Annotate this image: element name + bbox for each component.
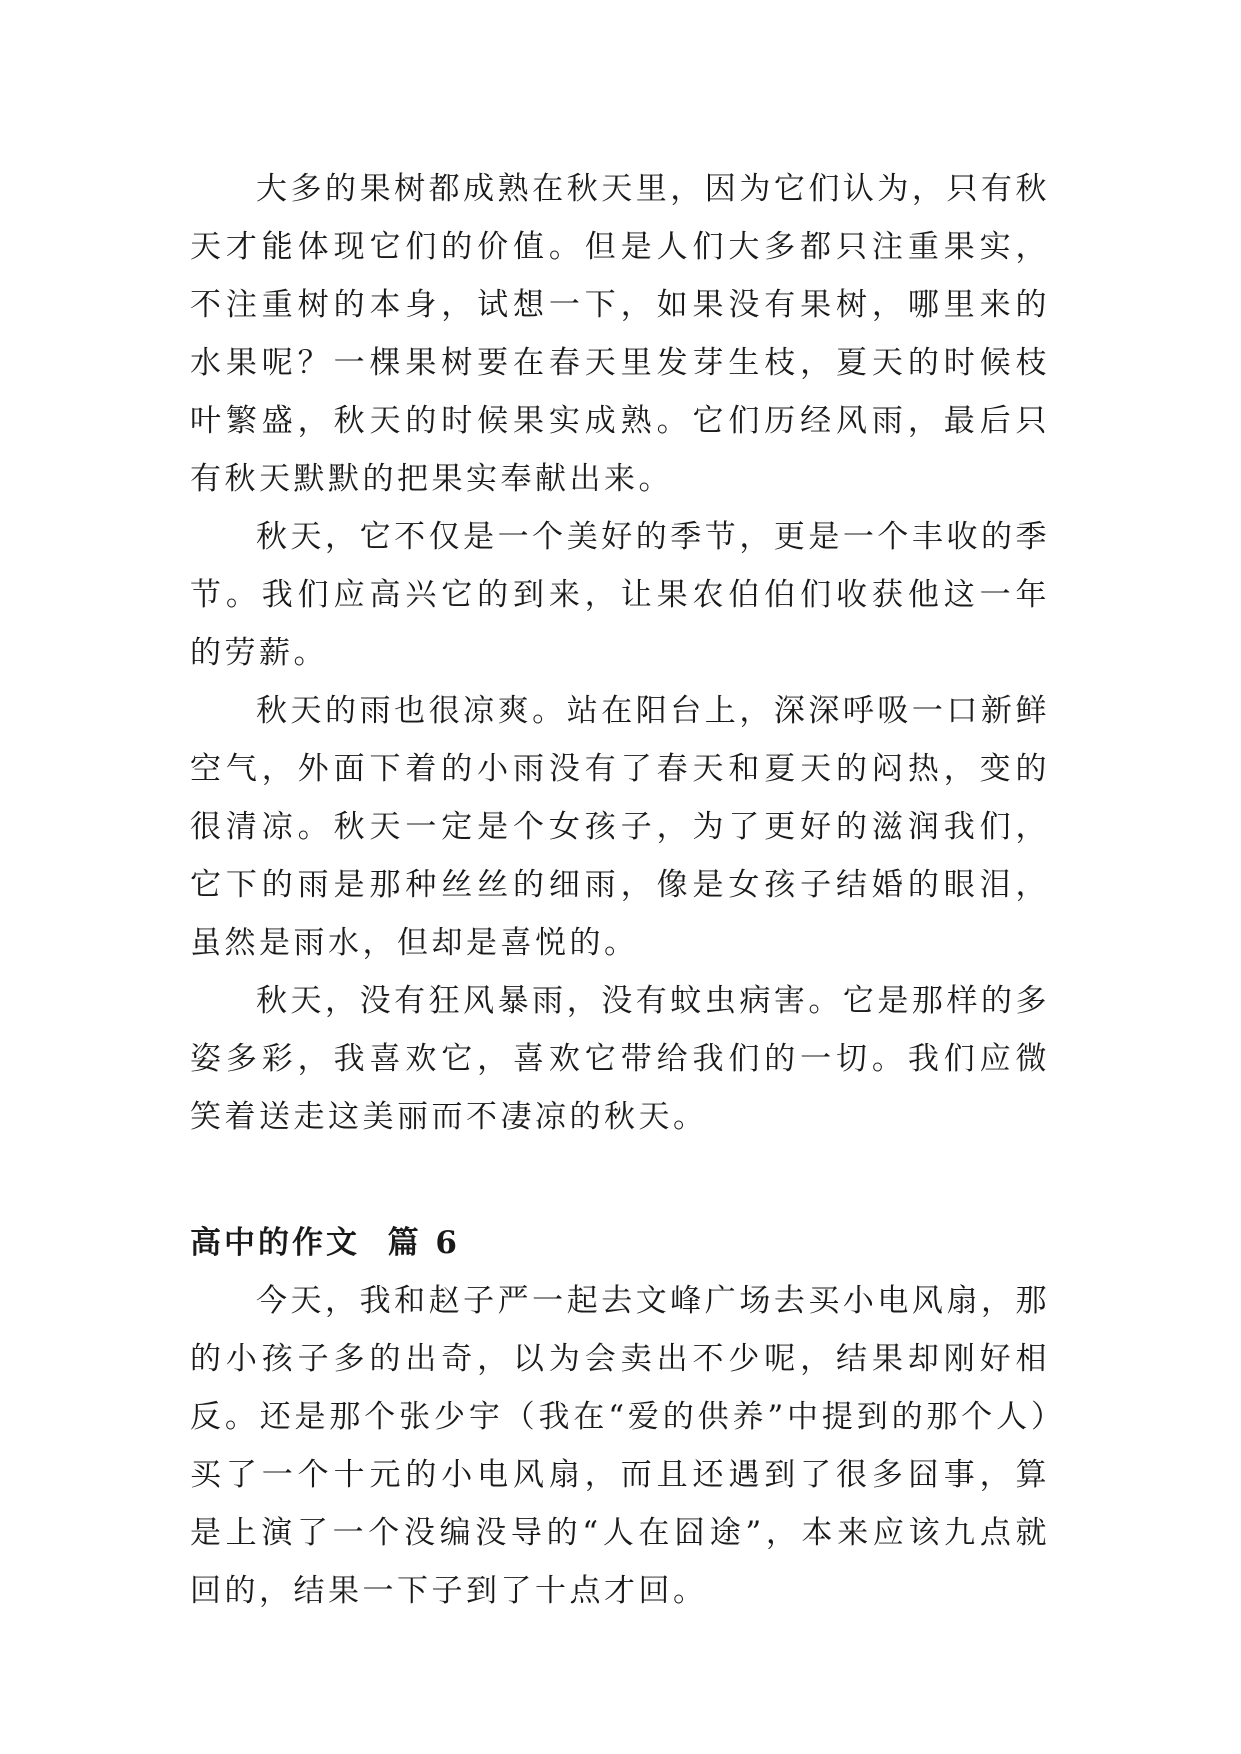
paragraph-autumn-closing: 秋天，没有狂风暴雨，没有蚊虫病害。它是那样的多姿多彩，我喜欢它，喜欢它带给我们的一切。我们应微笑着送走这美丽而不凄凉的秋天。 xyxy=(190,983,1050,1135)
section-heading: 高中的作文 篇 6 xyxy=(190,1225,460,1261)
paragraph-fan-shopping: 今天，我和赵子严一起去文峰广场去买小电风扇，那的小孩子多的出奇，以为会卖出不少呢，结果却刚好相反。还是那个张少宇（我在“爱的供养”中提到的那个人）买了一个十元的小电风扇，而且还遇到了很多囧事，算是上演了一个没编没导的“人在囧途”，本来应该九点就回的，结果一下子到了十点才回。 xyxy=(190,1283,1050,1609)
paragraph-fruit-trees: 大多的果树都成熟在秋天里，因为它们认为，只有秋天才能体现它们的价值。但是人们大多都只注重果实，不注重树的本身，试想一下，如果没有果树，哪里来的水果呢？一棵果树要在春天里发芽生枝，夏天的时候枝叶繁盛，秋天的时候果实成熟。它们历经风雨，最后只有秋天默默的把果实奉献出来。 xyxy=(190,171,1050,497)
paragraph-autumn-rain: 秋天的雨也很凉爽。站在阳台上，深深呼吸一口新鲜空气，外面下着的小雨没有了春天和夏天的闷热，变的很清凉。秋天一定是个女孩子，为了更好的滋润我们，它下的雨是那种丝丝的细雨，像是女孩子结婚的眼泪，虽然是雨水，但却是喜悦的。 xyxy=(190,693,1050,961)
document-page xyxy=(190,160,1050,1620)
paragraph-harvest-season: 秋天，它不仅是一个美好的季节，更是一个丰收的季节。我们应高兴它的到来，让果农伯伯们收获他这一年的劳薪。 xyxy=(190,519,1050,671)
